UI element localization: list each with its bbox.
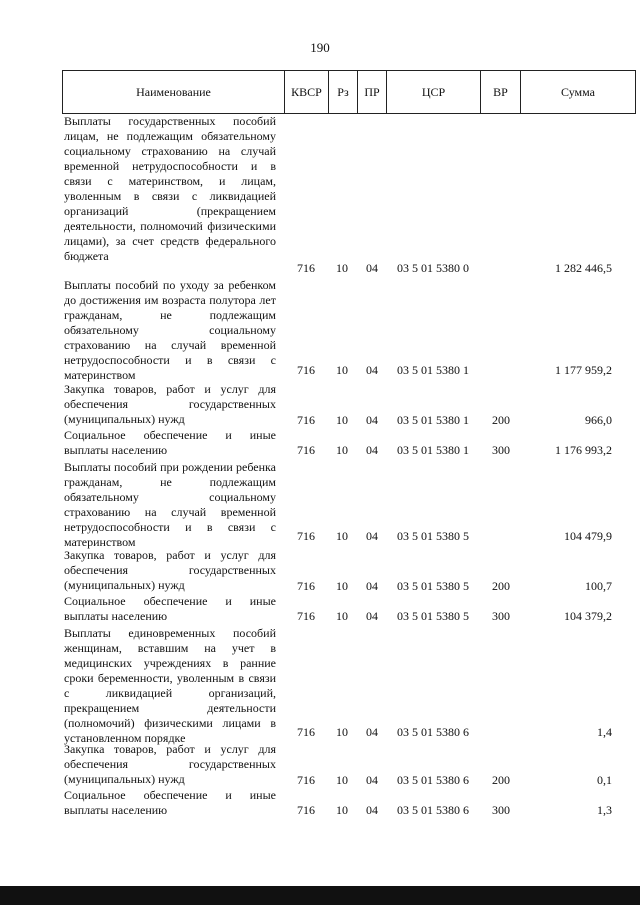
scan-bottom-edge bbox=[0, 886, 640, 905]
row-pr: 04 bbox=[366, 725, 378, 739]
row-sum: 104 379,2 bbox=[564, 609, 612, 623]
row-name: Закупка товаров, работ и услуг для обеспечения государственных (муниципальных) нужд bbox=[64, 742, 276, 786]
row-sum: 1,4 bbox=[597, 725, 612, 739]
row-pr: 04 bbox=[366, 529, 378, 543]
row-rz: 10 bbox=[336, 579, 348, 593]
row-csr: 03 5 01 5380 5 bbox=[397, 529, 469, 543]
header-name: Наименование bbox=[63, 71, 285, 113]
row-csr: 03 5 01 5380 5 bbox=[397, 609, 469, 623]
row-sum: 1 176 993,2 bbox=[555, 443, 612, 457]
header-csr: ЦСР bbox=[387, 71, 481, 113]
row-name: Закупка товаров, работ и услуг для обеспечения государственных (муниципальных) нужд bbox=[64, 382, 276, 426]
table-row bbox=[0, 382, 640, 428]
row-sum: 1,3 bbox=[597, 803, 612, 817]
table-row bbox=[0, 788, 640, 818]
row-csr: 03 5 01 5380 6 bbox=[397, 773, 469, 787]
header-rz: Рз bbox=[329, 71, 358, 113]
row-name: Выплаты пособий при рождении ребенка гражданам, не подлежащим обязательному социальному страхованию на случай временной нетрудоспособности и в связи с материнством bbox=[64, 460, 276, 549]
row-sum: 1 177 959,2 bbox=[555, 363, 612, 377]
row-kvsr: 716 bbox=[297, 609, 315, 623]
row-vr: 200 bbox=[492, 413, 510, 427]
row-pr: 04 bbox=[366, 803, 378, 817]
row-kvsr: 716 bbox=[297, 363, 315, 377]
row-csr: 03 5 01 5380 1 bbox=[397, 413, 469, 427]
row-pr: 04 bbox=[366, 363, 378, 377]
row-sum: 104 479,9 bbox=[564, 529, 612, 543]
row-rz: 10 bbox=[336, 413, 348, 427]
row-name: Выплаты пособий по уходу за ребенком до достижения им возраста полутора лет гражданам, не подлежащим обязательному социальному страхованию на случай временной нетрудоспособности и в связи с материнством bbox=[64, 278, 276, 382]
row-kvsr: 716 bbox=[297, 725, 315, 739]
row-vr: 300 bbox=[492, 609, 510, 623]
row-rz: 10 bbox=[336, 609, 348, 623]
row-rz: 10 bbox=[336, 725, 348, 739]
table-row bbox=[0, 428, 640, 458]
header-sum: Сумма bbox=[561, 84, 595, 99]
row-pr: 04 bbox=[366, 609, 378, 623]
row-name: Выплаты государственных пособий лицам, не подлежащим обязательному социальному страхованию на случай временной нетрудоспособности и в связи с материнством, и лицам, уволенным в связи с ликвидацией организаций (прекращением деятельности, полномочий физическими лицами), за счет средств федерального бюджета bbox=[64, 114, 276, 263]
row-name: Выплаты единовременных пособий женщинам, вставшим на учет в медицинских учреждениях в ранние сроки беременности, уволенным в связи с ликвидацией организаций, прекращением деятельности (полномочий) физическими лицами в установленном порядке bbox=[64, 626, 276, 745]
table-row bbox=[0, 626, 640, 745]
row-csr: 03 5 01 5380 6 bbox=[397, 803, 469, 817]
header-vr: ВР bbox=[481, 71, 521, 113]
row-sum: 966,0 bbox=[585, 413, 612, 427]
row-csr: 03 5 01 5380 1 bbox=[397, 363, 469, 377]
row-rz: 10 bbox=[336, 261, 348, 275]
row-vr: 200 bbox=[492, 579, 510, 593]
row-csr: 03 5 01 5380 0 bbox=[397, 261, 469, 275]
row-name: Социальное обеспечение и иные выплаты населению bbox=[64, 788, 276, 817]
page-number: 190 bbox=[310, 40, 330, 55]
row-sum: 1 282 446,5 bbox=[555, 261, 612, 275]
row-rz: 10 bbox=[336, 803, 348, 817]
row-sum: 0,1 bbox=[597, 773, 612, 787]
row-pr: 04 bbox=[366, 413, 378, 427]
row-csr: 03 5 01 5380 1 bbox=[397, 443, 469, 457]
row-pr: 04 bbox=[366, 261, 378, 275]
row-rz: 10 bbox=[336, 363, 348, 377]
header-kvsr: КВСР bbox=[285, 71, 329, 113]
row-kvsr: 716 bbox=[297, 443, 315, 457]
row-rz: 10 bbox=[336, 529, 348, 543]
row-kvsr: 716 bbox=[297, 803, 315, 817]
table-header bbox=[62, 70, 636, 114]
row-vr: 300 bbox=[492, 803, 510, 817]
row-vr: 300 bbox=[492, 443, 510, 457]
table-row bbox=[0, 742, 640, 788]
row-kvsr: 716 bbox=[297, 529, 315, 543]
table-row bbox=[0, 114, 640, 276]
row-kvsr: 716 bbox=[297, 261, 315, 275]
row-kvsr: 716 bbox=[297, 413, 315, 427]
row-rz: 10 bbox=[336, 443, 348, 457]
row-pr: 04 bbox=[366, 773, 378, 787]
row-name: Социальное обеспечение и иные выплаты населению bbox=[64, 594, 276, 623]
row-name: Социальное обеспечение и иные выплаты населению bbox=[64, 428, 276, 457]
row-rz: 10 bbox=[336, 773, 348, 787]
row-sum: 100,7 bbox=[585, 579, 612, 593]
row-vr: 200 bbox=[492, 773, 510, 787]
row-pr: 04 bbox=[366, 579, 378, 593]
table-row bbox=[0, 278, 640, 382]
table-row bbox=[0, 548, 640, 594]
table-row bbox=[0, 460, 640, 549]
row-kvsr: 716 bbox=[297, 579, 315, 593]
row-kvsr: 716 bbox=[297, 773, 315, 787]
row-pr: 04 bbox=[366, 443, 378, 457]
row-name: Закупка товаров, работ и услуг для обеспечения государственных (муниципальных) нужд bbox=[64, 548, 276, 592]
table-row bbox=[0, 594, 640, 624]
row-csr: 03 5 01 5380 6 bbox=[397, 725, 469, 739]
header-pr: ПР bbox=[358, 71, 387, 113]
row-csr: 03 5 01 5380 5 bbox=[397, 579, 469, 593]
